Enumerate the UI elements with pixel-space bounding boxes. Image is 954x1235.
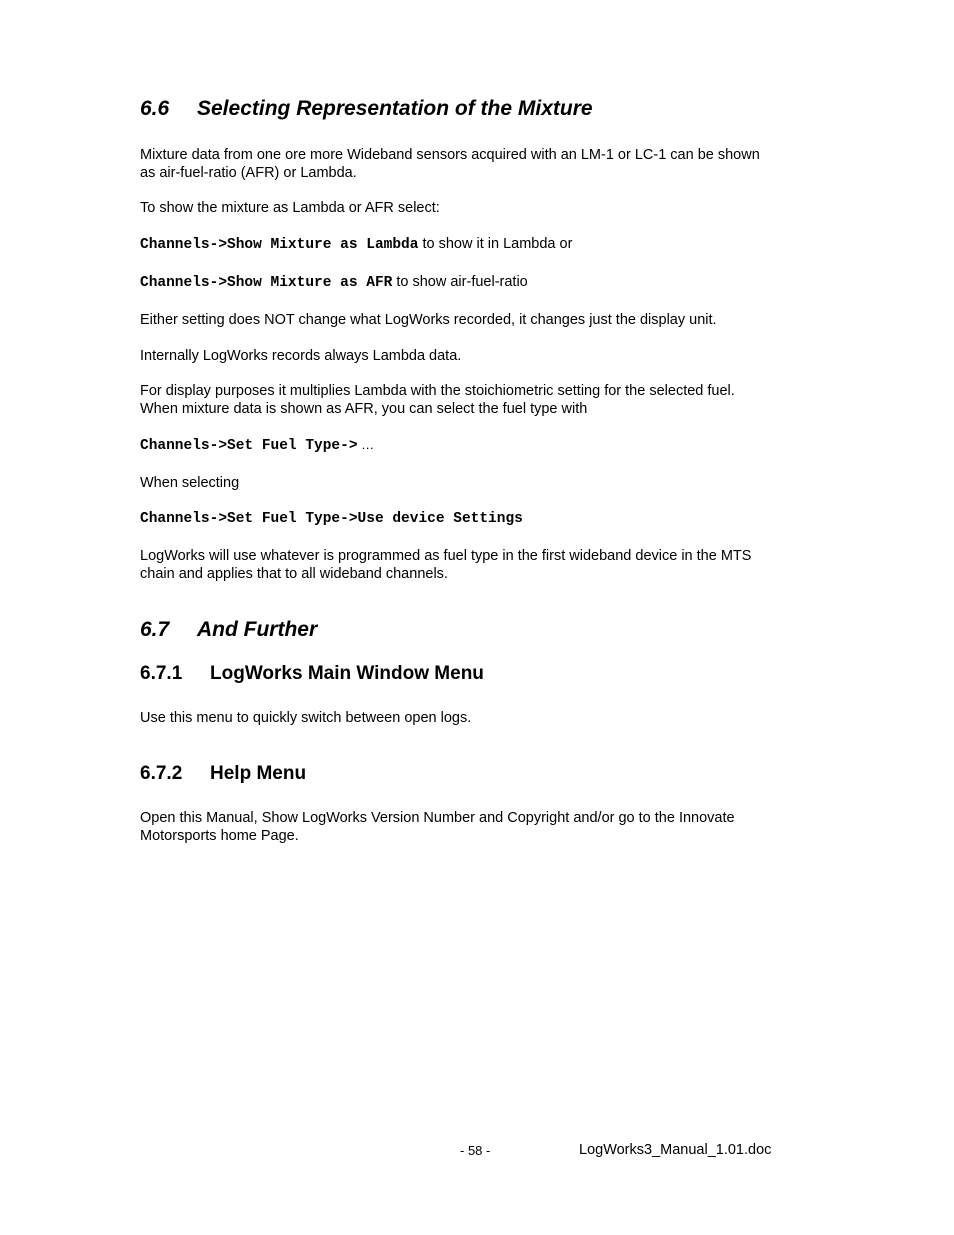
subsection-title: LogWorks Main Window Menu	[210, 663, 484, 684]
page-number: - 58 -	[460, 1143, 491, 1158]
paragraph	[140, 382, 735, 418]
paragraph-line: When mixture data is shown as AFR, you can select the fuel type with	[140, 401, 588, 417]
command-line-afr	[140, 273, 528, 292]
command-description: to show air-fuel-ratio	[392, 274, 528, 290]
paragraph-line: Motorsports home Page.	[140, 828, 299, 844]
paragraph: When selecting	[140, 475, 240, 491]
command-line-fuel	[140, 436, 374, 455]
paragraph: To show the mixture as Lambda or AFR select:	[140, 200, 440, 216]
subsection-number: 6.7.1	[140, 663, 183, 684]
paragraph-line: Open this Manual, Show LogWorks Version Number and Copyright and/or go to the Innovate	[140, 810, 735, 826]
section-number: 6.7	[140, 618, 170, 641]
section-6-6-heading	[140, 97, 593, 121]
subsection-6-7-2-heading	[140, 763, 306, 785]
paragraph-line: as air-fuel-ratio (AFR) or Lambda.	[140, 165, 357, 181]
paragraph: Use this menu to quickly switch between open logs.	[140, 710, 472, 726]
ellipsis: …	[357, 437, 375, 452]
menu-command: Channels->Set Fuel Type->Use device Settings	[140, 511, 523, 527]
menu-command: Channels->Set Fuel Type->	[140, 438, 358, 454]
menu-command: Channels->Show Mixture as Lambda	[140, 237, 419, 253]
command-line-device	[140, 509, 523, 528]
document-filename: LogWorks3_Manual_1.01.doc	[579, 1142, 772, 1158]
paragraph	[140, 146, 760, 182]
paragraph-line: chain and applies that to all wideband channels.	[140, 566, 448, 582]
paragraph-line: For display purposes it multiplies Lambda with the stoichiometric setting for the selected fuel.	[140, 383, 735, 399]
command-line-lambda	[140, 235, 572, 254]
paragraph: Either setting does NOT change what LogWorks recorded, it changes just the display unit.	[140, 312, 717, 328]
paragraph-line: Mixture data from one ore more Wideband sensors acquired with an LM-1 or LC-1 can be shown	[140, 147, 760, 163]
section-title: And Further	[197, 618, 318, 641]
command-description: to show it in Lambda or	[418, 236, 573, 252]
paragraph	[140, 809, 735, 845]
section-6-7-heading	[140, 618, 317, 642]
subsection-6-7-1-heading	[140, 663, 484, 685]
subsection-number: 6.7.2	[140, 763, 183, 784]
section-title: Selecting Representation of the Mixture	[197, 97, 593, 120]
subsection-title: Help Menu	[210, 763, 307, 784]
section-number: 6.6	[140, 97, 170, 120]
paragraph	[140, 547, 751, 583]
paragraph-line: LogWorks will use whatever is programmed as fuel type in the first wideband device in the MTS	[140, 548, 752, 564]
paragraph: Internally LogWorks records always Lambda data.	[140, 348, 462, 364]
menu-command: Channels->Show Mixture as AFR	[140, 275, 393, 291]
